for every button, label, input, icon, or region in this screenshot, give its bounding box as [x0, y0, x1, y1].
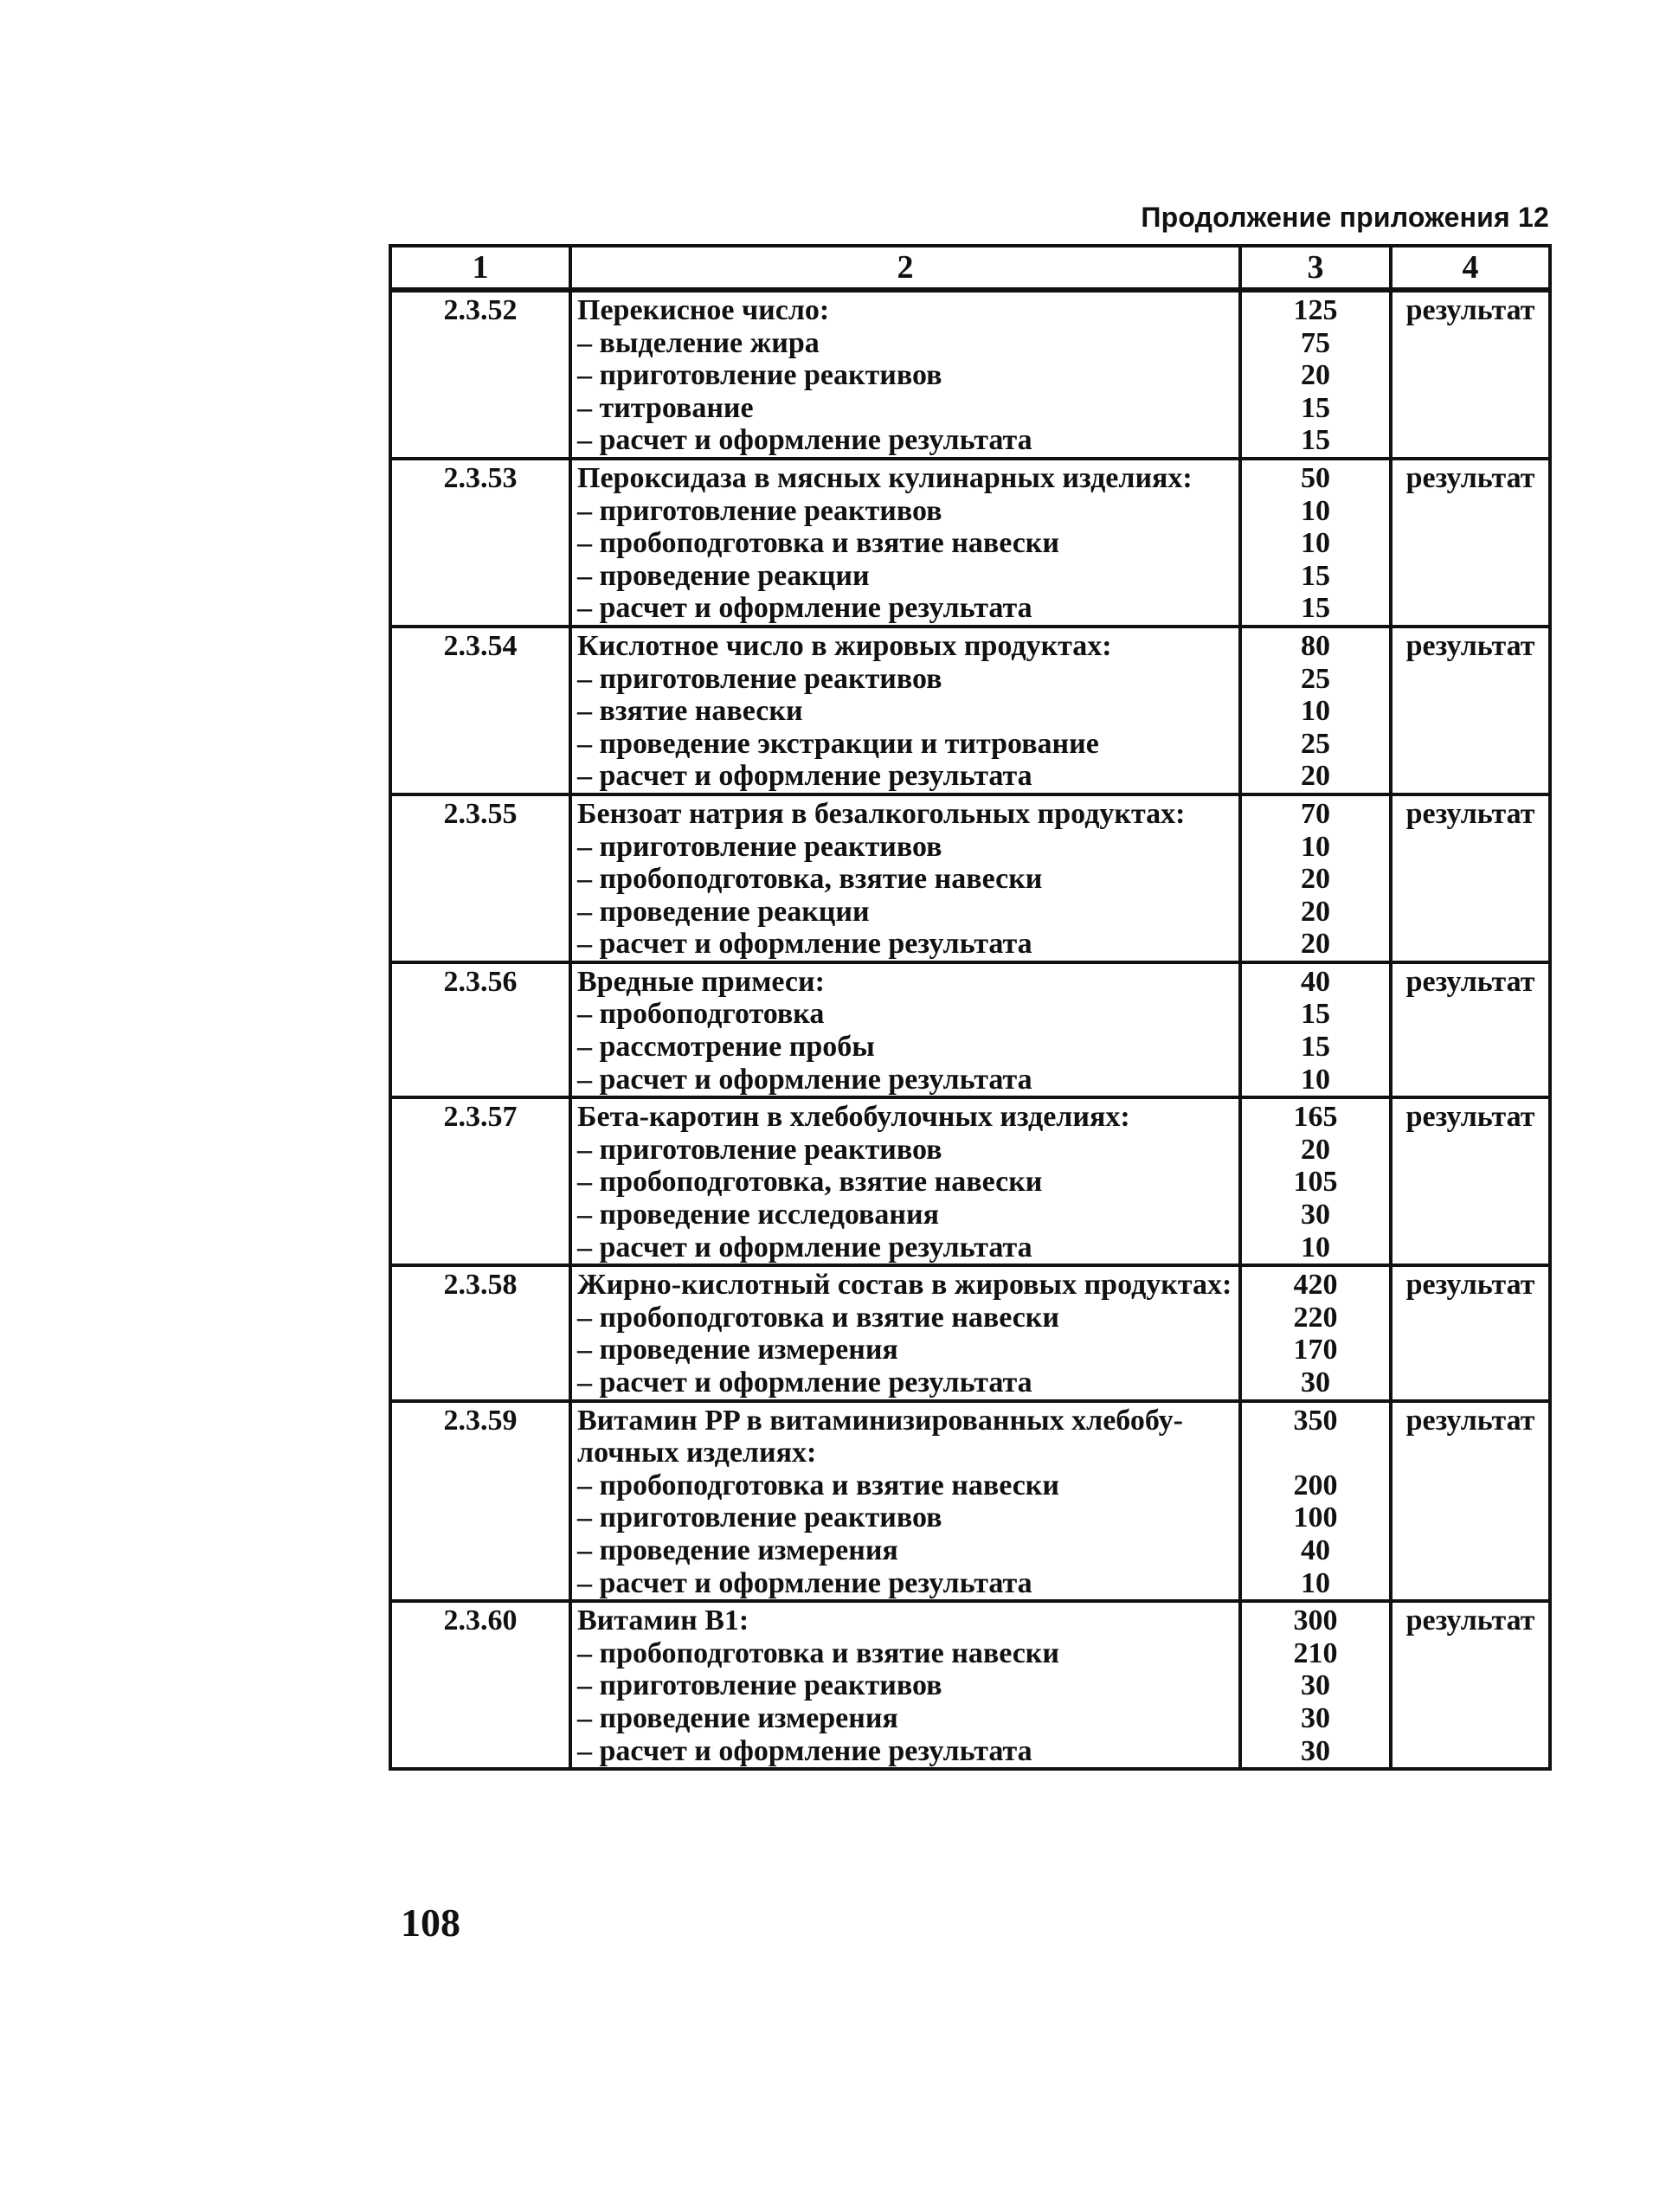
time-value: 210 — [1293, 1636, 1338, 1669]
description-line: – пробоподготовка и взятие навески — [577, 1301, 1059, 1334]
description-line: – расчет и оформление результата — [577, 1063, 1032, 1096]
description-line: – приготовление реактивов — [577, 494, 942, 527]
row-values — [1240, 627, 1391, 794]
time-value: 170 — [1293, 1334, 1338, 1366]
row-code: 2.3.52 — [390, 290, 570, 459]
description-line: – приготовление реактивов — [577, 830, 942, 863]
time-value: 75 — [1301, 326, 1330, 359]
time-value: 30 — [1301, 1366, 1330, 1399]
row-code: 2.3.55 — [390, 794, 570, 962]
description-line: – расчет и оформление результата — [577, 760, 1032, 793]
description-line: – расчет и оформление результата — [577, 1734, 1032, 1767]
column-header-2: 2 — [570, 246, 1240, 290]
row-result: результат — [1391, 794, 1550, 962]
row-code: 2.3.56 — [390, 962, 570, 1097]
description-line: – проведение реакции — [577, 559, 870, 592]
description-line: Пероксидаза в мясных кулинарных изделиях: — [577, 461, 1193, 494]
continuation-heading: Продолжение приложения 12 — [1141, 202, 1549, 233]
description-line: – расчет и оформление результата — [577, 592, 1032, 625]
row-description — [570, 1601, 1240, 1769]
row-code: 2.3.53 — [390, 459, 570, 627]
time-value: 25 — [1301, 727, 1330, 760]
time-value: 20 — [1301, 863, 1330, 896]
row-result: результат — [1391, 627, 1550, 794]
time-value: 10 — [1301, 830, 1330, 863]
time-value: 125 — [1293, 294, 1338, 326]
description-line: Вредные примеси: — [577, 965, 825, 998]
time-value: 15 — [1301, 424, 1330, 457]
time-value: 15 — [1301, 1031, 1330, 1064]
description-line: – пробоподготовка и взятие навески — [577, 1469, 1059, 1501]
row-result: результат — [1391, 1265, 1550, 1400]
description-line: – пробоподготовка — [577, 998, 825, 1031]
time-value: 10 — [1301, 494, 1330, 527]
row-values — [1240, 1097, 1391, 1265]
description-line: – проведение исследования — [577, 1199, 939, 1231]
column-header-4: 4 — [1391, 246, 1550, 290]
time-value: 10 — [1301, 1566, 1330, 1599]
description-line: – проведение измерения — [577, 1334, 898, 1366]
row-values — [1240, 794, 1391, 962]
time-value: 30 — [1301, 1701, 1330, 1734]
row-result: результат — [1391, 962, 1550, 1097]
row-description — [570, 1265, 1240, 1400]
time-value: 30 — [1301, 1669, 1330, 1702]
description-line: – пробоподготовка, взятие навески — [577, 863, 1043, 896]
row-description — [570, 962, 1240, 1097]
time-value: 15 — [1301, 559, 1330, 592]
description-line: – пробоподготовка и взятие навески — [577, 527, 1059, 560]
time-value: 10 — [1301, 1231, 1330, 1264]
description-line: Бета-каротин в хлебобулочных изделиях: — [577, 1101, 1130, 1134]
table-row — [390, 962, 1550, 1097]
time-value: 300 — [1293, 1604, 1338, 1637]
table-row — [390, 1097, 1550, 1265]
description-line: – расчет и оформление результата — [577, 928, 1032, 961]
row-result: результат — [1391, 1097, 1550, 1265]
description-line: – приготовление реактивов — [577, 662, 942, 695]
time-value: 220 — [1293, 1301, 1338, 1334]
description-line: – рассмотрение пробы — [577, 1031, 875, 1064]
description-line: – приготовление реактивов — [577, 1669, 942, 1702]
row-description — [570, 1401, 1240, 1602]
time-value: 10 — [1301, 527, 1330, 560]
time-value: 20 — [1301, 1133, 1330, 1166]
description-line: – приготовление реактивов — [577, 1501, 942, 1534]
time-value: 20 — [1301, 895, 1330, 928]
time-value: 40 — [1301, 965, 1330, 998]
description-line: Бензоат натрия в безалкогольных продуктах: — [577, 797, 1186, 830]
time-value: 20 — [1301, 928, 1330, 961]
time-value: 25 — [1301, 662, 1330, 695]
row-code: 2.3.57 — [390, 1097, 570, 1265]
description-line: – расчет и оформление результата — [577, 424, 1032, 457]
table-row — [390, 794, 1550, 962]
description-line: – проведение измерения — [577, 1701, 898, 1734]
description-line: – титрование — [577, 391, 754, 424]
time-value: 105 — [1293, 1166, 1338, 1199]
description-line: Перекисное число: — [577, 294, 830, 326]
time-value: 15 — [1301, 998, 1330, 1031]
table-row — [390, 459, 1550, 627]
description-line: – проведение измерения — [577, 1534, 898, 1566]
description-line: – пробоподготовка и взятие навески — [577, 1636, 1059, 1669]
time-value — [1247, 1437, 1384, 1469]
row-result: результат — [1391, 1601, 1550, 1769]
header-row — [390, 246, 1550, 290]
time-value: 70 — [1301, 797, 1330, 830]
time-value: 350 — [1293, 1404, 1338, 1437]
description-line: – проведение экстракции и титрование — [577, 727, 1099, 760]
row-result: результат — [1391, 459, 1550, 627]
time-value: 165 — [1293, 1101, 1338, 1134]
time-value: 80 — [1301, 629, 1330, 662]
description-line: – проведение реакции — [577, 895, 870, 928]
description-line: – расчет и оформление результата — [577, 1366, 1032, 1399]
description-line: Витамин B1: — [577, 1604, 749, 1637]
description-line: Жирно-кислотный состав в жировых продуктах: — [577, 1269, 1232, 1302]
row-code: 2.3.54 — [390, 627, 570, 794]
table-row — [390, 1265, 1550, 1400]
time-value: 200 — [1293, 1469, 1338, 1501]
row-description — [570, 459, 1240, 627]
table-row — [390, 1401, 1550, 1602]
time-value: 20 — [1301, 359, 1330, 392]
row-values — [1240, 459, 1391, 627]
page-number: 108 — [401, 1900, 460, 1945]
row-result: результат — [1391, 1401, 1550, 1602]
column-header-1: 1 — [390, 246, 570, 290]
time-value: 10 — [1301, 695, 1330, 728]
table-body — [390, 290, 1550, 1769]
time-value: 100 — [1293, 1501, 1338, 1534]
row-description — [570, 1097, 1240, 1265]
row-description — [570, 794, 1240, 962]
norms-table — [389, 244, 1552, 1771]
description-line: – приготовление реактивов — [577, 359, 942, 392]
description-line: – выделение жира — [577, 326, 820, 359]
time-value: 15 — [1301, 391, 1330, 424]
time-value: 20 — [1301, 760, 1330, 793]
description-line: – взятие навески — [577, 695, 803, 728]
description-line: лочных изделиях: — [577, 1437, 817, 1469]
table-row — [390, 290, 1550, 459]
row-description — [570, 627, 1240, 794]
time-value: 15 — [1301, 592, 1330, 625]
time-value: 420 — [1293, 1269, 1338, 1302]
row-values — [1240, 1265, 1391, 1400]
table-row — [390, 627, 1550, 794]
description-line: – приготовление реактивов — [577, 1133, 942, 1166]
time-value: 50 — [1301, 461, 1330, 494]
table-row — [390, 1601, 1550, 1769]
time-value: 30 — [1301, 1734, 1330, 1767]
row-code: 2.3.58 — [390, 1265, 570, 1400]
row-values — [1240, 1401, 1391, 1602]
description-line: – пробоподготовка, взятие навески — [577, 1166, 1043, 1199]
description-line: Кислотное число в жировых продуктах: — [577, 629, 1112, 662]
time-value: 40 — [1301, 1534, 1330, 1566]
row-values — [1240, 962, 1391, 1097]
time-value: 30 — [1301, 1199, 1330, 1231]
row-values — [1240, 290, 1391, 459]
row-code: 2.3.60 — [390, 1601, 570, 1769]
column-header-3: 3 — [1240, 246, 1391, 290]
description-line: Витамин PP в витаминизированных хлебобу- — [577, 1404, 1183, 1437]
description-line: – расчет и оформление результата — [577, 1231, 1032, 1264]
row-values — [1240, 1601, 1391, 1769]
row-result: результат — [1391, 290, 1550, 459]
row-code: 2.3.59 — [390, 1401, 570, 1602]
description-line: – расчет и оформление результата — [577, 1566, 1032, 1599]
row-description — [570, 290, 1240, 459]
time-value: 10 — [1301, 1063, 1330, 1096]
